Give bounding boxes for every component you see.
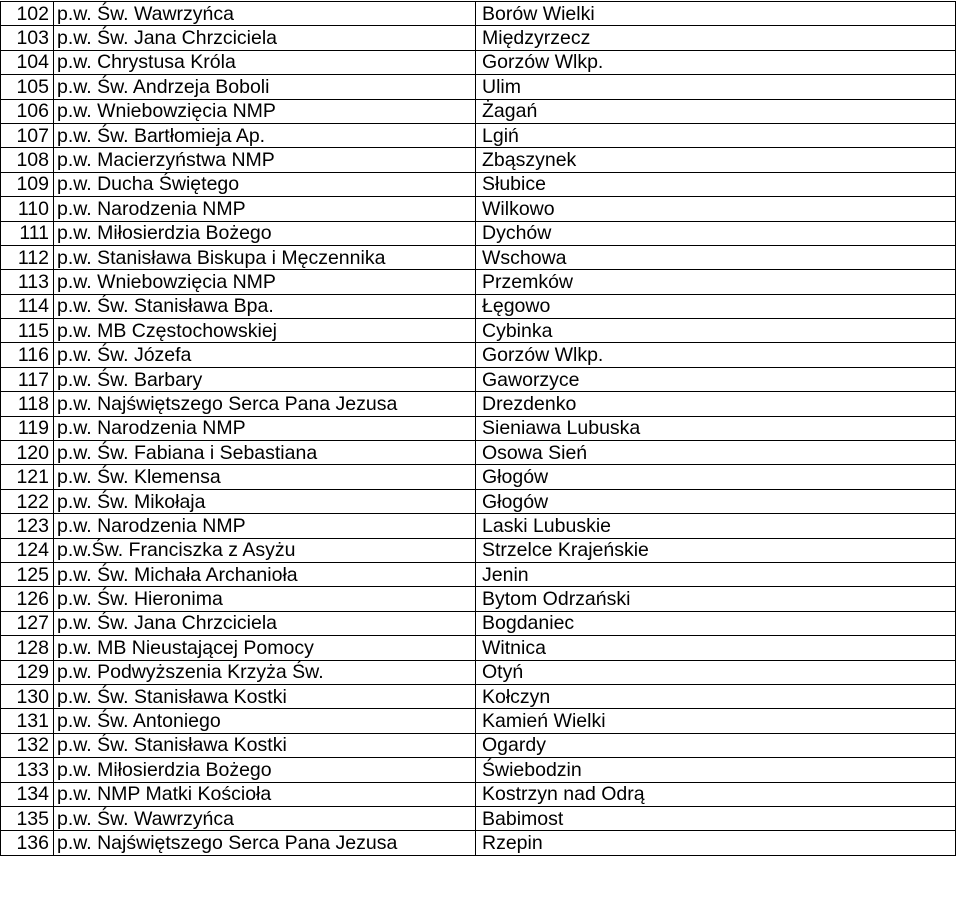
town-cell: Gaworzyce [476, 367, 956, 391]
row-number-cell: 106 [1, 99, 54, 123]
table-row [1, 392, 956, 416]
town-cell: Bytom Odrzański [476, 587, 956, 611]
table-row [1, 782, 956, 806]
parish-name-cell: p.w. Stanisława Biskupa i Męczennika [54, 245, 476, 269]
parish-table-body [1, 2, 956, 856]
row-number-cell: 105 [1, 75, 54, 99]
town-cell: Kołczyn [476, 684, 956, 708]
table-row [1, 733, 956, 757]
table-row [1, 148, 956, 172]
town-cell: Otyń [476, 660, 956, 684]
table-row [1, 50, 956, 74]
table-row [1, 26, 956, 50]
parish-name-cell: p.w. Miłosierdzia Bożego [54, 758, 476, 782]
town-cell: Drezdenko [476, 392, 956, 416]
row-number-cell: 131 [1, 709, 54, 733]
row-number-cell: 116 [1, 343, 54, 367]
row-number-cell: 104 [1, 50, 54, 74]
town-cell: Międzyrzecz [476, 26, 956, 50]
table-row [1, 465, 956, 489]
town-cell: Przemków [476, 270, 956, 294]
row-number-cell: 132 [1, 733, 54, 757]
parish-name-cell: p.w. Narodzenia NMP [54, 514, 476, 538]
row-number-cell: 120 [1, 441, 54, 465]
parish-name-cell: p.w. Św. Mikołaja [54, 489, 476, 513]
table-row [1, 489, 956, 513]
parish-name-cell: p.w. Św. Andrzeja Boboli [54, 75, 476, 99]
table-row [1, 709, 956, 733]
parish-name-cell: p.w. Św. Fabiana i Sebastiana [54, 441, 476, 465]
town-cell: Kamień Wielki [476, 709, 956, 733]
table-row [1, 294, 956, 318]
table-row [1, 636, 956, 660]
row-number-cell: 112 [1, 245, 54, 269]
row-number-cell: 136 [1, 831, 54, 855]
town-cell: Świebodzin [476, 758, 956, 782]
row-number-cell: 108 [1, 148, 54, 172]
row-number-cell: 111 [1, 221, 54, 245]
table-row [1, 441, 956, 465]
parish-name-cell: p.w. Św. Hieronima [54, 587, 476, 611]
table-row [1, 221, 956, 245]
town-cell: Laski Lubuskie [476, 514, 956, 538]
town-cell: Borów Wielki [476, 2, 956, 26]
parish-name-cell: p.w.Św. Franciszka z Asyżu [54, 538, 476, 562]
parish-name-cell: p.w. Miłosierdzia Bożego [54, 221, 476, 245]
parish-name-cell: p.w. Św. Jana Chrzciciela [54, 611, 476, 635]
table-row [1, 99, 956, 123]
row-number-cell: 110 [1, 197, 54, 221]
row-number-cell: 109 [1, 172, 54, 196]
parish-name-cell: p.w. Św. Bartłomieja Ap. [54, 123, 476, 147]
table-row [1, 806, 956, 830]
town-cell: Witnica [476, 636, 956, 660]
table-row [1, 75, 956, 99]
town-cell: Dychów [476, 221, 956, 245]
row-number-cell: 133 [1, 758, 54, 782]
parish-name-cell: p.w. Św. Wawrzyńca [54, 2, 476, 26]
row-number-cell: 129 [1, 660, 54, 684]
table-row [1, 172, 956, 196]
table-row [1, 343, 956, 367]
table-row [1, 758, 956, 782]
town-cell: Babimost [476, 806, 956, 830]
town-cell: Wschowa [476, 245, 956, 269]
town-cell: Żagań [476, 99, 956, 123]
table-row [1, 2, 956, 26]
table-row [1, 270, 956, 294]
table-row [1, 684, 956, 708]
row-number-cell: 103 [1, 26, 54, 50]
row-number-cell: 135 [1, 806, 54, 830]
row-number-cell: 130 [1, 684, 54, 708]
table-row [1, 538, 956, 562]
parish-table [0, 1, 956, 856]
parish-name-cell: p.w. Św. Stanisława Bpa. [54, 294, 476, 318]
row-number-cell: 117 [1, 367, 54, 391]
town-cell: Bogdaniec [476, 611, 956, 635]
table-row [1, 416, 956, 440]
town-cell: Gorzów Wlkp. [476, 50, 956, 74]
table-row [1, 514, 956, 538]
row-number-cell: 115 [1, 319, 54, 343]
row-number-cell: 128 [1, 636, 54, 660]
town-cell: Łęgowo [476, 294, 956, 318]
parish-name-cell: p.w. Wniebowzięcia NMP [54, 99, 476, 123]
town-cell: Głogów [476, 465, 956, 489]
table-row [1, 367, 956, 391]
town-cell: Wilkowo [476, 197, 956, 221]
row-number-cell: 127 [1, 611, 54, 635]
parish-name-cell: p.w. Św. Stanisława Kostki [54, 733, 476, 757]
row-number-cell: 126 [1, 587, 54, 611]
parish-name-cell: p.w. Narodzenia NMP [54, 416, 476, 440]
table-row [1, 197, 956, 221]
parish-name-cell: p.w. Macierzyństwa NMP [54, 148, 476, 172]
table-row [1, 587, 956, 611]
row-number-cell: 114 [1, 294, 54, 318]
parish-name-cell: p.w. Podwyższenia Krzyża Św. [54, 660, 476, 684]
parish-name-cell: p.w. Św. Klemensa [54, 465, 476, 489]
town-cell: Lgiń [476, 123, 956, 147]
row-number-cell: 121 [1, 465, 54, 489]
row-number-cell: 119 [1, 416, 54, 440]
row-number-cell: 118 [1, 392, 54, 416]
parish-name-cell: p.w. NMP Matki Kościoła [54, 782, 476, 806]
parish-name-cell: p.w. Chrystusa Króla [54, 50, 476, 74]
town-cell: Słubice [476, 172, 956, 196]
row-number-cell: 124 [1, 538, 54, 562]
row-number-cell: 122 [1, 489, 54, 513]
row-number-cell: 125 [1, 562, 54, 586]
parish-name-cell: p.w. Św. Michała Archanioła [54, 562, 476, 586]
town-cell: Sieniawa Lubuska [476, 416, 956, 440]
row-number-cell: 113 [1, 270, 54, 294]
town-cell: Zbąszynek [476, 148, 956, 172]
row-number-cell: 123 [1, 514, 54, 538]
town-cell: Cybinka [476, 319, 956, 343]
town-cell: Ogardy [476, 733, 956, 757]
town-cell: Jenin [476, 562, 956, 586]
parish-name-cell: p.w. Ducha Świętego [54, 172, 476, 196]
parish-name-cell: p.w. Św. Józefa [54, 343, 476, 367]
town-cell: Gorzów Wlkp. [476, 343, 956, 367]
row-number-cell: 102 [1, 2, 54, 26]
parish-name-cell: p.w. Najświętszego Serca Pana Jezusa [54, 392, 476, 416]
table-row [1, 660, 956, 684]
table-row [1, 319, 956, 343]
row-number-cell: 107 [1, 123, 54, 147]
parish-name-cell: p.w. Najświętszego Serca Pana Jezusa [54, 831, 476, 855]
table-row [1, 831, 956, 855]
row-number-cell: 134 [1, 782, 54, 806]
parish-name-cell: p.w. Św. Wawrzyńca [54, 806, 476, 830]
table-row [1, 123, 956, 147]
town-cell: Strzelce Krajeńskie [476, 538, 956, 562]
parish-name-cell: p.w. MB Częstochowskiej [54, 319, 476, 343]
town-cell: Głogów [476, 489, 956, 513]
town-cell: Kostrzyn nad Odrą [476, 782, 956, 806]
parish-name-cell: p.w. Wniebowzięcia NMP [54, 270, 476, 294]
town-cell: Rzepin [476, 831, 956, 855]
table-row [1, 611, 956, 635]
parish-name-cell: p.w. Św. Stanisława Kostki [54, 684, 476, 708]
parish-name-cell: p.w. Św. Barbary [54, 367, 476, 391]
parish-name-cell: p.w. Św. Jana Chrzciciela [54, 26, 476, 50]
parish-name-cell: p.w. Św. Antoniego [54, 709, 476, 733]
parish-name-cell: p.w. MB Nieustającej Pomocy [54, 636, 476, 660]
table-row [1, 245, 956, 269]
town-cell: Ulim [476, 75, 956, 99]
table-row [1, 562, 956, 586]
parish-name-cell: p.w. Narodzenia NMP [54, 197, 476, 221]
town-cell: Osowa Sień [476, 441, 956, 465]
